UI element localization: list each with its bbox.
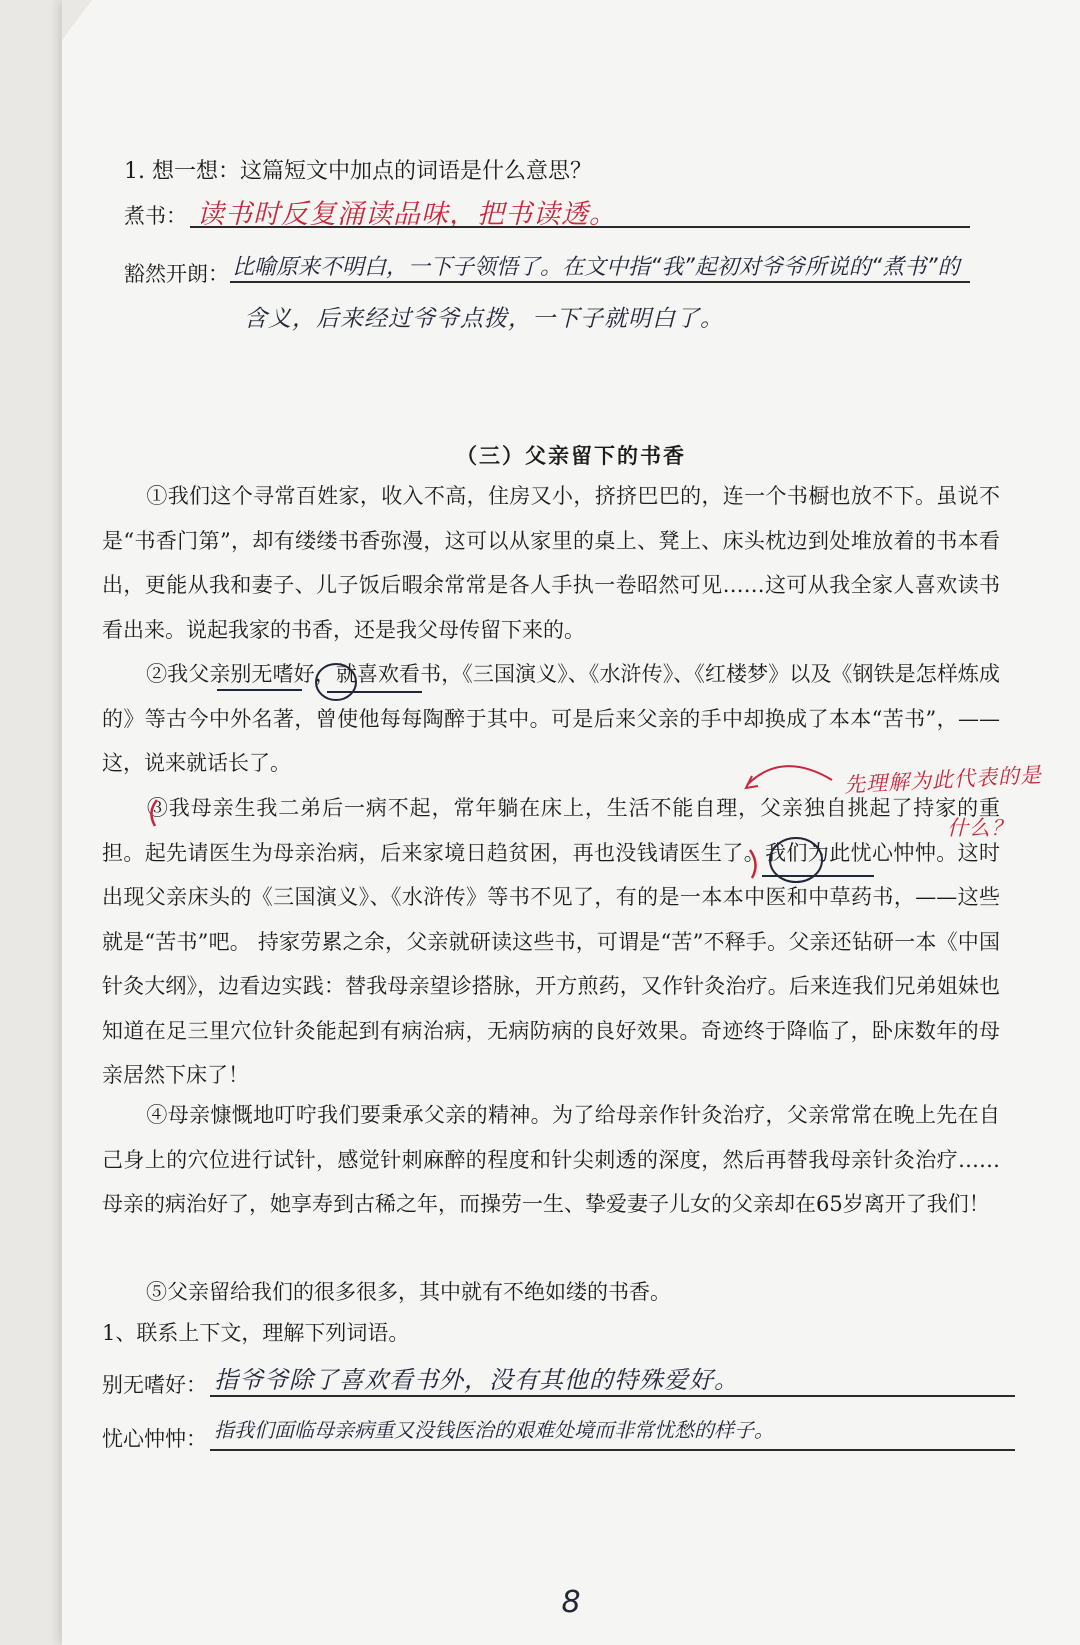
question-2-title: 1、联系上下文，理解下列词语。: [102, 1321, 410, 1345]
red-bracket-open: [151, 800, 157, 826]
question-1-title: 1. 想一想：这篇短文中加点的词语是什么意思？: [124, 159, 592, 184]
paragraph-3-text: ③我母亲生我二弟后一病不起，常年躺在床上，生活不能自理，父亲独自挑起了持家的重担。起先请医生为母亲治病，后来家境日趋贫困，再也没钱请医生了。我们为此忧心忡忡。这时出现父亲床头的《三国演义》、《水浒传》等书不见了，有的是一本本中医和中草药书，——这些就是“苦书”吧。 持家劳累之余，父亲就研读这些书，可谓是“苦”不释手。父亲还钻研一本《中国针灸大纲》，边看边实践：替我母亲望诊搭脉，开方煎药，又作针灸治疗。后来连我们兄弟姐妹也知道在足三里穴位针灸能起到有病治病，无病防病的良好效果。奇迹终于降临了，卧床数年的母亲居然下床了！: [102, 796, 1000, 1087]
answer-huoran-line2: 含义，后来经过爷爷点拨，一下子就明白了。: [244, 306, 724, 332]
answer-underline: [210, 1395, 1015, 1397]
answer-zhushu: 读书时反复涌读品味，把书读透。: [197, 199, 617, 230]
paragraph-2-text: ②我父亲别无嗜好，就喜欢看书，《三国演义》、《水浒传》、《红楼梦》以及《钢铁是怎样炼成的》等古今中外名著，曾使他每每陶醉于其中。可是后来父亲的手中却换成了本本“苦书”，——这，说来就话长了。: [102, 662, 1000, 775]
annotation-marks: [62, 0, 1080, 1645]
term-label-huoran: 豁然开朗：: [124, 262, 229, 286]
red-bracket-close: [750, 850, 756, 878]
term-label-zhushu: 煮书：: [124, 204, 187, 228]
red-arrow-curve: [747, 766, 832, 785]
answer-underline: [210, 1449, 1015, 1451]
answer-youxin: 指我们面临母亲病重又没钱医治的艰难处境而非常忧愁的样子。: [214, 1418, 774, 1442]
paragraph-5-text: ⑤父亲留给我们的很多很多，其中就有不绝如缕的书香。: [146, 1280, 671, 1304]
paragraph-1-text: ①我们这个寻常百姓家，收入不高，住房又小，挤挤巴巴的，连一个书橱也放不下。虽说不是“书香门第”，却有缕缕书香弥漫，这可以从家里的桌上、凳上、床头枕边到处堆放着的书本看出，更能从我和妻子、儿子饭后暇余常常是各人手执一卷昭然可见……这可从我全家人喜欢读书看出来。说起我家的书香，还是我父母传留下来的。: [102, 484, 1000, 642]
margin-note-line2: 什么？: [947, 816, 1013, 840]
circle-annotation: [316, 664, 356, 700]
paragraph-4-text: ④母亲慷慨地叮咛我们要秉承父亲的精神。为了给母亲作针灸治疗，父亲常常在晚上先在自己身上的穴位进行试针，感觉针刺麻醉的程度和针尖刺透的深度，然后再替我母亲针灸治疗……母亲的病治好了，她享寿到古稀之年，而操劳一生、挚爱妻子儿女的父亲却在65岁离开了我们！: [102, 1103, 1000, 1216]
term-label-biewushihao: 别无嗜好：: [102, 1373, 207, 1397]
answer-biewushihao: 指爷爷除了喜欢看书外，没有其他的特殊爱好。: [214, 1366, 739, 1394]
page-number: 8: [561, 1585, 581, 1620]
worksheet-page: [62, 0, 1080, 1645]
margin-note-line1: 先理解为此代表的是: [843, 762, 1043, 798]
article-title: （三）父亲留下的书香: [456, 443, 686, 468]
answer-huoran-line1: 比喻原来不明白，一下子领悟了。在文中指“我”起初对爷爷所说的“煮书”的: [232, 255, 960, 280]
term-label-youxin: 忧心忡忡：: [102, 1427, 207, 1451]
